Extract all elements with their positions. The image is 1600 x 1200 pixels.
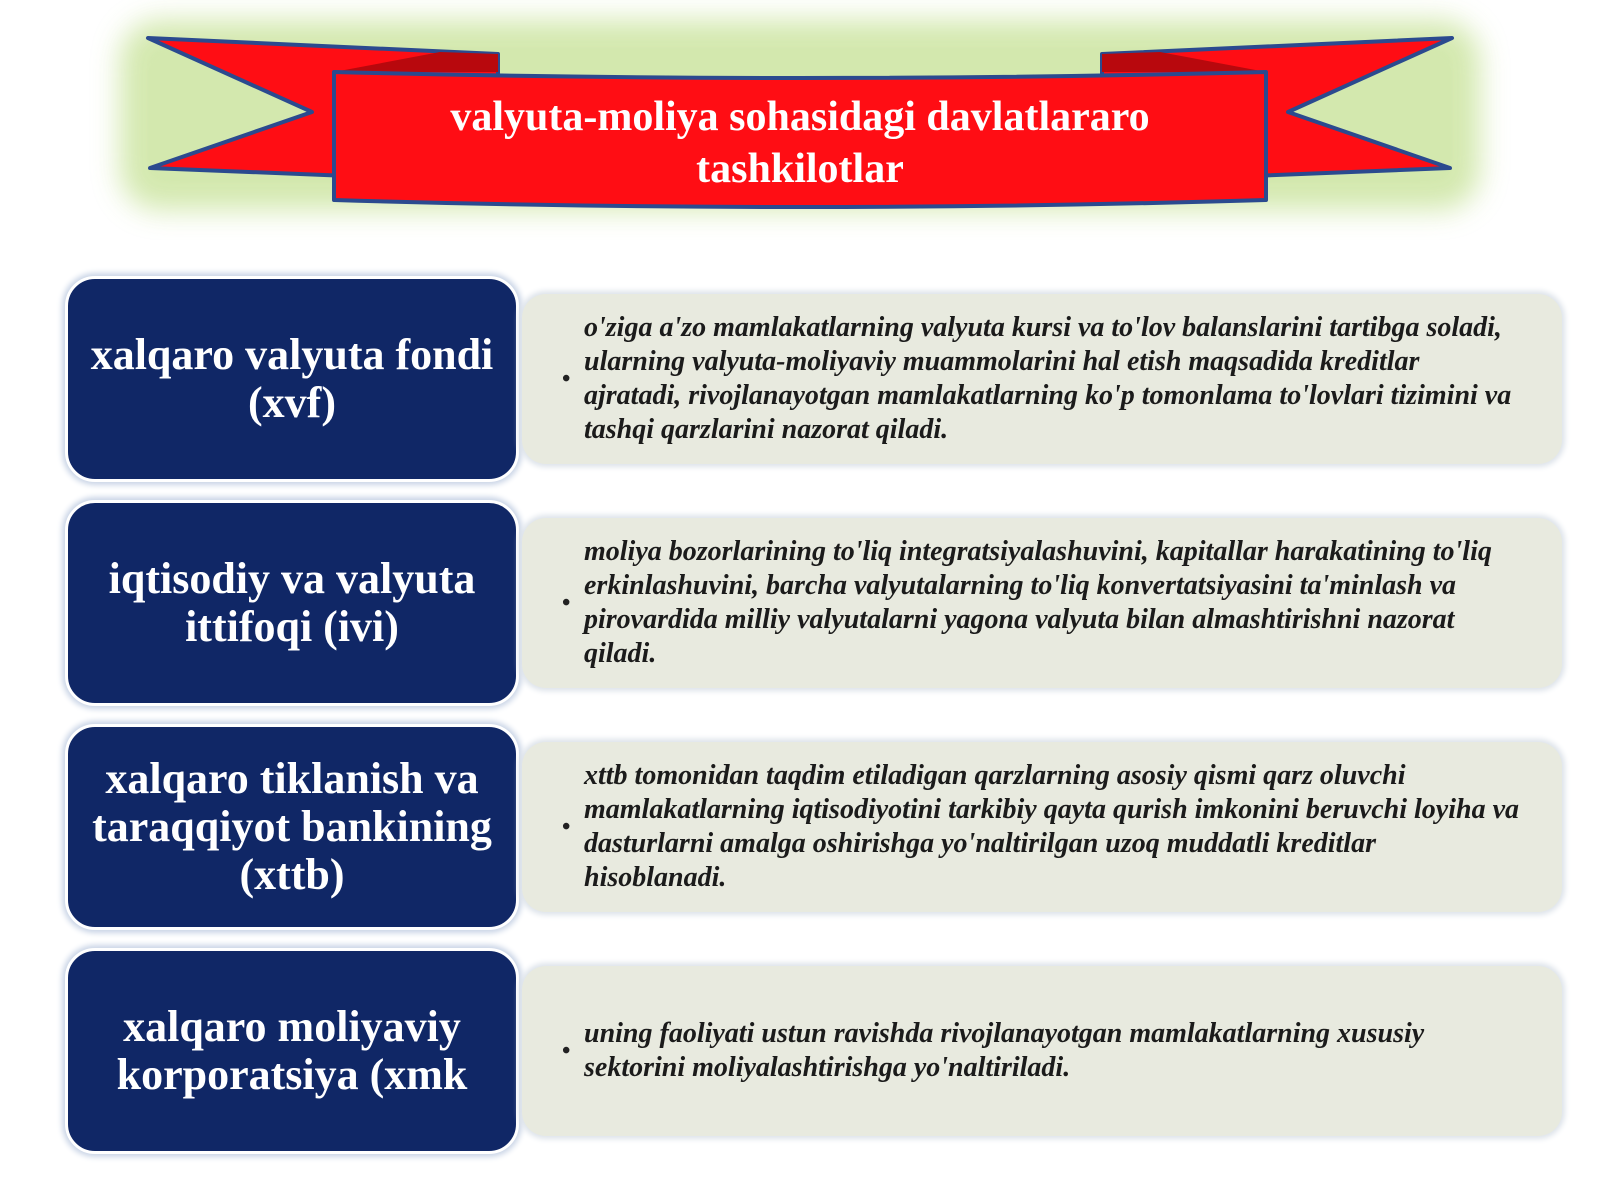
org-description: moliya bozorlarining to'liq integratsiyalashuvini, kapitallar harakatining to'liq erkinlashuvini, barcha valyutalarning to'liq konvertatsiyasini ta'minlash va pirovardida milliy valyutalarni yagona valyuta bilan almashtirishni nazorat qiladi.: [584, 536, 1492, 669]
org-description: o'ziga a'zo mamlakatlarning valyuta kursi va to'lov balanslarini tartibga soladi, ularning valyuta-moliyaviy muammolarini hal etish maqsadida kreditlar ajratadi, rivojlanayotgan mamlakatlarning ko'p tomonlama to'lovlari tizimini va tashqi qarzlarini nazorat qiladi.: [584, 312, 1512, 445]
org-name: iqtisodiy va valyuta ittifoqi (ivi): [108, 554, 476, 651]
org-description: uning faoliyati ustun ravishda rivojlanayotgan mamlakatlarning xususiy sektorini moliyalashtirishga yo'naltiriladi.: [584, 1018, 1425, 1083]
page-title-line-1: valyuta-moliya sohasidagi davlatlararo: [450, 94, 1150, 140]
organization-row: [0, 948, 1600, 1158]
bullet-icon: •: [562, 365, 571, 392]
desc-box-ivi: [522, 518, 1562, 688]
org-box-xvf: [65, 276, 519, 482]
organization-row: [0, 276, 1600, 486]
desc-box-xmk: [522, 966, 1562, 1136]
org-name: xalqaro moliyaviy korporatsiya (xmk: [116, 1002, 468, 1099]
org-description: xttb tomonidan taqdim etiladigan qarzlarning asosiy qismi qarz oluvchi mamlakatlarning iqtisodiyotini tarkibiy qayta qurish imkonini beruvchi loyiha va dasturlarni amalga oshirishga yo'naltirilgan uzoq muddatli kreditlar hisoblanadi.: [584, 760, 1520, 893]
organization-row: [0, 500, 1600, 710]
org-name: xalqaro valyuta fondi (xvf): [90, 330, 494, 427]
desc-box-xvf: [522, 294, 1562, 464]
desc-box-xttb: [522, 742, 1562, 912]
page-title: [335, 88, 1265, 198]
org-box-ivi: [65, 500, 519, 706]
bullet-icon: •: [562, 1037, 571, 1064]
org-name: xalqaro tiklanish va taraqqiyot bankining (xttb): [92, 754, 492, 899]
organization-row: [0, 724, 1600, 934]
page-title-line-2: tashkilotlar: [696, 146, 904, 192]
org-box-xmk: [65, 948, 519, 1154]
org-box-xttb: [65, 724, 519, 930]
bullet-icon: •: [562, 813, 571, 840]
bullet-icon: •: [562, 589, 571, 616]
